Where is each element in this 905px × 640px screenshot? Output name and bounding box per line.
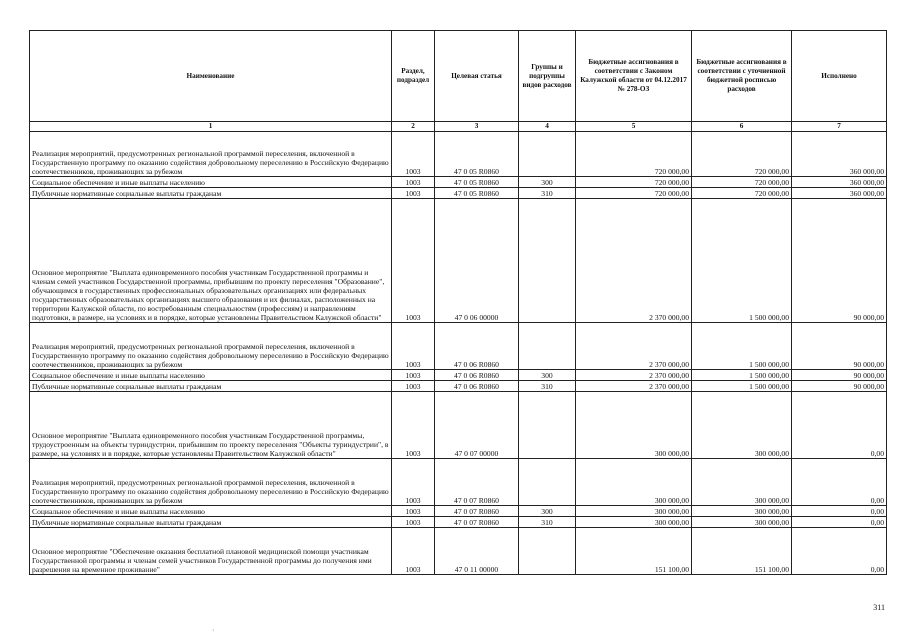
row-budget-revised: 1 500 000,00 [692, 370, 792, 381]
column-number: 1 [30, 122, 392, 132]
table-row [30, 177, 887, 188]
row-name: Социальное обеспечение и иные выплаты населению [30, 506, 392, 517]
row-name: Реализация мероприятий, предусмотренных региональной программой переселения, включенной в Государственную программу по оказанию содействия добровольному переселению в Российскую Федерацию соотечественников, проживающих за рубежом [30, 132, 392, 177]
row-name: Основное мероприятие "Выплата единовременного пособия участникам Государственной программы и членам семей участников Государственной программы, прибывшим по проекту переселения "Образование", обучающимся в государственных профессиональных образовательных организациях или федеральных государственных образовательных организациях высшего образования и их филиалах, расположенных на территории Калужской области, по востребованным специальностям (профессиям) и направлениям подготовки, в размере, на условиях и в порядке, которые установлены Правительством Калужской области" [30, 199, 392, 323]
row-budget-law: 300 000,00 [576, 392, 692, 459]
row-executed: 360 000,00 [792, 188, 887, 199]
table-row [30, 528, 887, 575]
row-budget-revised: 300 000,00 [692, 517, 792, 528]
row-target: 47 0 06 R0860 [435, 323, 519, 370]
row-target: 47 0 07 R0860 [435, 459, 519, 506]
header-groups: Группы и подгруппы видов расходов [519, 31, 576, 122]
column-number: 5 [576, 122, 692, 132]
row-section: 1003 [392, 381, 435, 392]
row-budget-law: 720 000,00 [576, 188, 692, 199]
header-target: Целевая статья [435, 31, 519, 122]
row-name: Публичные нормативные социальные выплаты гражданам [30, 381, 392, 392]
row-budget-law: 300 000,00 [576, 506, 692, 517]
row-group [519, 132, 576, 177]
row-section: 1003 [392, 132, 435, 177]
row-executed: 0,00 [792, 506, 887, 517]
header-budget-law: Бюджетные ассигнования в соответствии с Законом Калужской области от 04.12.2017 № 278-ОЗ [576, 31, 692, 122]
table-row [30, 188, 887, 199]
table-row [30, 517, 887, 528]
header-section: Раздел, подраздел [392, 31, 435, 122]
header-executed: Исполнено [792, 31, 887, 122]
row-target: 47 0 07 R0860 [435, 517, 519, 528]
row-budget-law: 2 370 000,00 [576, 370, 692, 381]
row-executed: 90 000,00 [792, 370, 887, 381]
row-budget-law: 300 000,00 [576, 459, 692, 506]
row-budget-revised: 1 500 000,00 [692, 199, 792, 323]
row-section: 1003 [392, 177, 435, 188]
row-name: Реализация мероприятий, предусмотренных региональной программой переселения, включенной в Государственную программу по оказанию содействия добровольному переселению в Российскую Федерацию соотечественников, проживающих за рубежом [30, 459, 392, 506]
table-row [30, 459, 887, 506]
row-executed: 90 000,00 [792, 323, 887, 370]
row-executed: 0,00 [792, 459, 887, 506]
row-section: 1003 [392, 506, 435, 517]
row-executed: 90 000,00 [792, 381, 887, 392]
row-group [519, 459, 576, 506]
row-section: 1003 [392, 323, 435, 370]
row-target: 47 0 11 00000 [435, 528, 519, 575]
column-number: 4 [519, 122, 576, 132]
row-section: 1003 [392, 188, 435, 199]
row-target: 47 0 06 R0860 [435, 370, 519, 381]
row-executed: 360 000,00 [792, 177, 887, 188]
row-target: 47 0 07 R0860 [435, 506, 519, 517]
table-row [30, 323, 887, 370]
row-executed: 0,00 [792, 528, 887, 575]
row-budget-law: 2 370 000,00 [576, 323, 692, 370]
scan-mark: · [212, 626, 215, 635]
row-budget-revised: 720 000,00 [692, 188, 792, 199]
table-row [30, 392, 887, 459]
row-target: 47 0 07 00000 [435, 392, 519, 459]
table-row [30, 199, 887, 323]
row-budget-revised: 720 000,00 [692, 132, 792, 177]
row-section: 1003 [392, 517, 435, 528]
row-budget-law: 720 000,00 [576, 177, 692, 188]
row-target: 47 0 06 R0860 [435, 381, 519, 392]
row-group: 310 [519, 517, 576, 528]
row-group: 310 [519, 381, 576, 392]
row-name: Публичные нормативные социальные выплаты гражданам [30, 517, 392, 528]
row-name: Основное мероприятие "Обеспечение оказания бесплатной плановой медицинской помощи участникам Государственной программы и членам семей участников Государственной программы до получения ими разрешения на временное проживание" [30, 528, 392, 575]
row-section: 1003 [392, 528, 435, 575]
header-budget-revised: Бюджетные ассигнования в соответствии с уточненной бюджетной росписью расходов [692, 31, 792, 122]
row-budget-revised: 300 000,00 [692, 392, 792, 459]
column-number: 6 [692, 122, 792, 132]
row-group [519, 199, 576, 323]
row-group [519, 528, 576, 575]
row-budget-law: 2 370 000,00 [576, 381, 692, 392]
row-target: 47 0 05 R0860 [435, 132, 519, 177]
row-name: Публичные нормативные социальные выплаты гражданам [30, 188, 392, 199]
row-budget-law: 2 370 000,00 [576, 199, 692, 323]
row-target: 47 0 06 00000 [435, 199, 519, 323]
table-row [30, 381, 887, 392]
column-number: 3 [435, 122, 519, 132]
header-name: Наименование [30, 31, 392, 122]
row-target: 47 0 05 R0860 [435, 177, 519, 188]
row-section: 1003 [392, 392, 435, 459]
row-section: 1003 [392, 370, 435, 381]
row-budget-law: 151 100,00 [576, 528, 692, 575]
column-number: 2 [392, 122, 435, 132]
table-row [30, 506, 887, 517]
row-budget-revised: 720 000,00 [692, 177, 792, 188]
row-group: 310 [519, 188, 576, 199]
row-budget-revised: 300 000,00 [692, 459, 792, 506]
row-section: 1003 [392, 199, 435, 323]
column-number: 7 [792, 122, 887, 132]
row-group [519, 323, 576, 370]
row-executed: 360 000,00 [792, 132, 887, 177]
row-group [519, 392, 576, 459]
row-budget-law: 720 000,00 [576, 132, 692, 177]
table-row [30, 132, 887, 177]
row-name: Социальное обеспечение и иные выплаты населению [30, 177, 392, 188]
row-executed: 0,00 [792, 392, 887, 459]
row-executed: 0,00 [792, 517, 887, 528]
row-budget-law: 300 000,00 [576, 517, 692, 528]
row-target: 47 0 05 R0860 [435, 188, 519, 199]
row-name: Реализация мероприятий, предусмотренных региональной программой переселения, включенной в Государственную программу по оказанию содействия добровольному переселению в Российскую Федерацию соотечественников, проживающих за рубежом [30, 323, 392, 370]
row-budget-revised: 1 500 000,00 [692, 381, 792, 392]
row-name: Социальное обеспечение и иные выплаты населению [30, 370, 392, 381]
row-budget-revised: 1 500 000,00 [692, 323, 792, 370]
row-group: 300 [519, 177, 576, 188]
row-group: 300 [519, 370, 576, 381]
header-row [30, 31, 887, 122]
column-number-row [30, 122, 887, 132]
row-budget-revised: 300 000,00 [692, 506, 792, 517]
row-name: Основное мероприятие "Выплата единовременного пособия участникам Государственной программы, трудоустроенным на объекты туриндустрии, прибывшим по проекту переселения "Объекты туриндустрии", в размере, на условиях и в порядке, которые установлены Правительством Калужской области" [30, 392, 392, 459]
row-section: 1003 [392, 459, 435, 506]
budget-table [29, 30, 887, 575]
table-body [30, 132, 887, 575]
row-budget-revised: 151 100,00 [692, 528, 792, 575]
row-group: 300 [519, 506, 576, 517]
table-header [30, 31, 887, 132]
page-number: 311 [873, 603, 885, 612]
table-row [30, 370, 887, 381]
row-executed: 90 000,00 [792, 199, 887, 323]
